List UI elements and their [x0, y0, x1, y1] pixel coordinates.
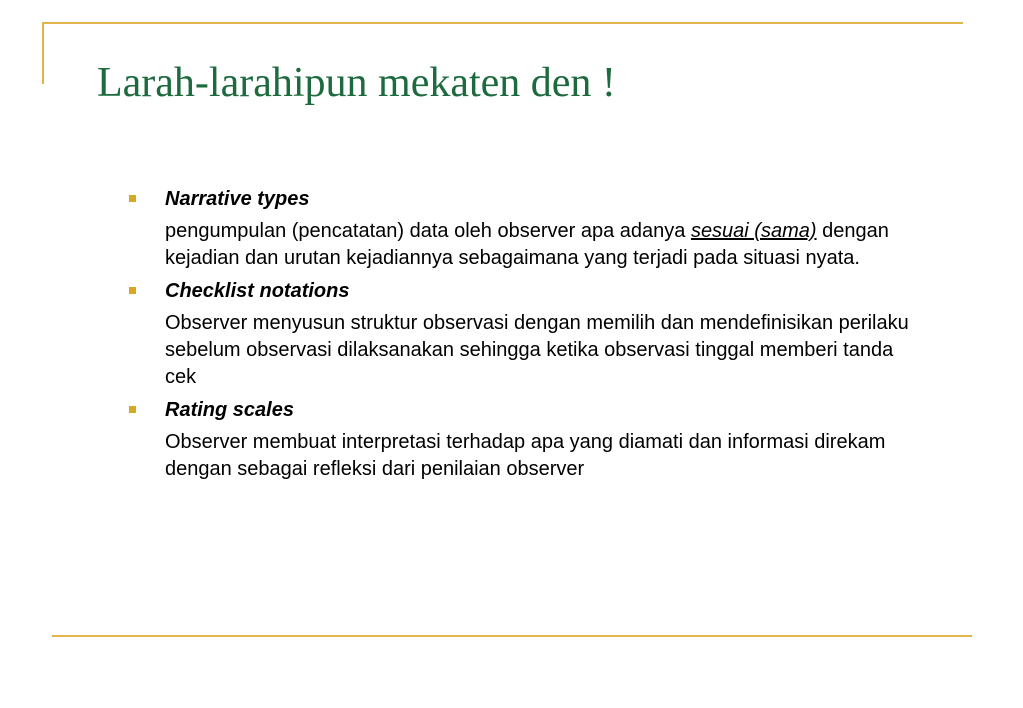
list-item-checklist-notations	[127, 278, 947, 391]
list-item-rating-scales	[127, 397, 947, 483]
left-border-line	[42, 22, 44, 84]
slide-title: Larah-larahipun mekaten den !	[97, 60, 616, 106]
square-bullet-icon	[129, 287, 136, 294]
description-text: pengumpulan (pencatatan) data oleh observer apa adanya	[165, 220, 691, 242]
bullet-list	[127, 186, 947, 489]
square-bullet-icon	[129, 195, 136, 202]
list-item-narrative-types	[127, 186, 947, 272]
bottom-border-line	[52, 635, 972, 637]
item-description	[165, 218, 925, 272]
description-text: dengan kejadian dan urutan kejadiannya sebagaimana yang terjadi pada situasi nyata.	[165, 220, 889, 269]
emphasized-text: sesuai (sama)	[690, 220, 817, 242]
square-bullet-icon	[129, 406, 136, 413]
item-description: Observer membuat interpretasi terhadap apa yang diamati dan informasi direkam dengan sebagai refleksi dari penilaian observer	[165, 431, 886, 480]
item-heading: Rating scales	[165, 399, 294, 421]
top-border-line	[42, 22, 963, 24]
item-heading: Narrative types	[165, 188, 310, 210]
item-heading: Checklist notations	[165, 280, 350, 302]
item-description: Observer menyusun struktur observasi dengan memilih dan mendefinisikan perilaku sebelum observasi dilaksanakan sehingga ketika observasi tinggal memberi tanda cek	[165, 312, 909, 388]
